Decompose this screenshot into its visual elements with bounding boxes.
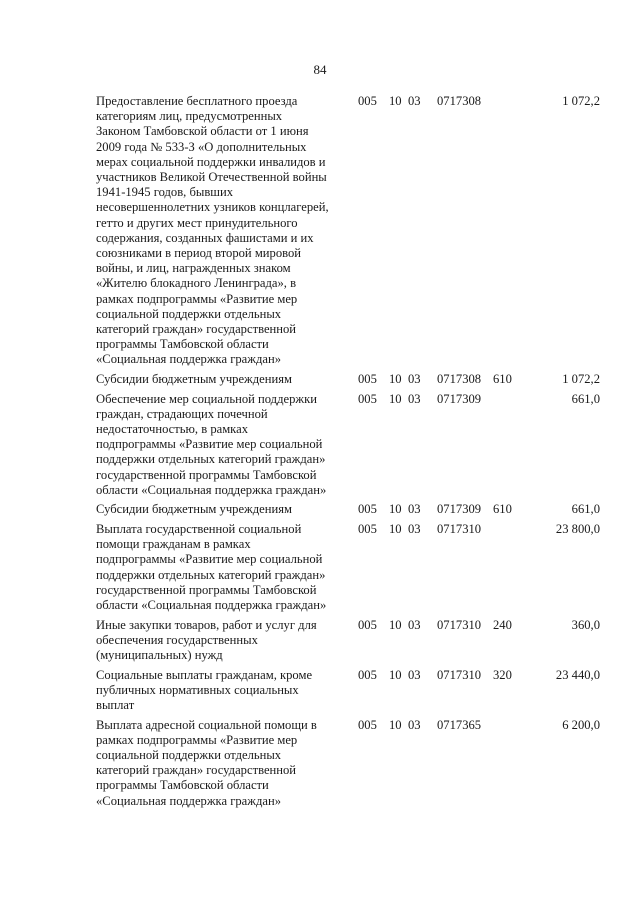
- table-row: [0, 718, 640, 814]
- section-code-cell: 10: [389, 502, 402, 517]
- description-line: публичных нормативных социальных: [96, 682, 299, 697]
- table-row: [0, 372, 640, 392]
- table-row: [0, 618, 640, 668]
- description-line: подпрограммы «Развитие мер социальной: [96, 552, 323, 567]
- description-line: Обеспечение мер социальной поддержки: [96, 391, 317, 406]
- description-line: области «Социальная поддержка граждан»: [96, 598, 327, 612]
- subsection-code-cell: 03: [408, 617, 421, 632]
- description-line: мерах социальной поддержки инвалидов и: [96, 154, 326, 169]
- description-line: 1941-1945 годов, бывших: [96, 185, 233, 200]
- section-code-cell: 10: [389, 94, 402, 108]
- row-description: [96, 372, 346, 387]
- ministry-code-cell: 005: [358, 521, 377, 536]
- description-line: программы Тамбовской области: [96, 778, 269, 793]
- expense-type-cell: 610: [493, 372, 512, 386]
- expense-type-cell: 240: [493, 617, 512, 632]
- section-code-cell: 10: [389, 372, 402, 386]
- table-row: [0, 502, 640, 522]
- description-line: Предоставление бесплатного проезда: [96, 94, 298, 108]
- description-line: государственной программы Тамбовской: [96, 467, 317, 482]
- row-description: [96, 668, 346, 714]
- target-article-cell: 0717308: [437, 372, 482, 386]
- description-line: государственной программы Тамбовской: [96, 582, 317, 597]
- ministry-code-cell: 005: [358, 372, 377, 386]
- amount-cell: 23 440,0: [555, 667, 600, 682]
- target-article-cell: 0717309: [437, 391, 482, 406]
- description-line: поддержки отдельных категорий граждан»: [96, 452, 326, 467]
- amount-cell: 661,0: [571, 391, 600, 406]
- description-line: «Социальная поддержка граждан»: [96, 352, 282, 367]
- description-line: граждан, страдающих почечной: [96, 406, 268, 421]
- description-line: Субсидии бюджетным учреждениям: [96, 502, 292, 517]
- amount-cell: 360,0: [571, 617, 600, 632]
- amount-cell: 6 200,0: [562, 717, 600, 732]
- expense-type-cell: 610: [493, 502, 512, 517]
- description-line: Законом Тамбовской области от 1 июня: [96, 124, 309, 139]
- description-line: помощи гражданам в рамках: [96, 537, 251, 552]
- description-line: несовершеннолетних узников концлагерей,: [96, 200, 329, 215]
- description-line: поддержки отдельных категорий граждан»: [96, 567, 326, 582]
- description-line: рамках подпрограммы «Развитие мер: [96, 732, 298, 747]
- row-description: [96, 618, 346, 664]
- description-line: Субсидии бюджетным учреждениям: [96, 372, 292, 386]
- target-article-cell: 0717308: [437, 94, 482, 108]
- section-code-cell: 10: [389, 717, 402, 732]
- page-number: 84: [313, 62, 327, 77]
- expense-type-cell: 320: [493, 667, 512, 682]
- description-line: участников Великой Отечественной войны: [96, 170, 327, 185]
- subsection-code-cell: 03: [408, 502, 421, 517]
- target-article-cell: 0717309: [437, 502, 482, 517]
- description-line: социальной поддержки отдельных: [96, 747, 282, 762]
- description-line: обеспечения государственных: [96, 632, 258, 647]
- description-line: 2009 года № 533-З «О дополнительных: [96, 139, 307, 154]
- description-line: Выплата государственной социальной: [96, 521, 302, 536]
- table-row: [0, 94, 640, 372]
- table-row: [0, 668, 640, 718]
- section-code-cell: 10: [389, 391, 402, 406]
- subsection-code-cell: 03: [408, 391, 421, 406]
- subsection-code-cell: 03: [408, 372, 421, 386]
- description-line: войны, и лиц, награжденных знаком: [96, 261, 291, 276]
- section-code-cell: 10: [389, 617, 402, 632]
- description-line: союзниками в период второй мировой: [96, 246, 302, 261]
- description-line: социальной поддержки отдельных: [96, 306, 282, 321]
- amount-cell: 1 072,2: [562, 94, 600, 108]
- description-line: Выплата адресной социальной помощи в: [96, 717, 317, 732]
- description-line: категорий граждан» государственной: [96, 763, 297, 778]
- target-article-cell: 0717310: [437, 667, 482, 682]
- table-row: [0, 522, 640, 618]
- description-line: гетто и других мест принудительного: [96, 215, 298, 230]
- ministry-code-cell: 005: [358, 502, 377, 517]
- subsection-code-cell: 03: [408, 521, 421, 536]
- ministry-code-cell: 005: [358, 617, 377, 632]
- section-code-cell: 10: [389, 521, 402, 536]
- description-line: (муниципальных) нужд: [96, 647, 223, 662]
- row-description: [96, 392, 346, 498]
- ministry-code-cell: 005: [358, 94, 377, 108]
- description-line: «Социальная поддержка граждан»: [96, 793, 282, 808]
- description-line: области «Социальная поддержка граждан»: [96, 482, 327, 497]
- subsection-code-cell: 03: [408, 667, 421, 682]
- description-line: программы Тамбовской области: [96, 337, 269, 352]
- ministry-code-cell: 005: [358, 717, 377, 732]
- ministry-code-cell: 005: [358, 667, 377, 682]
- amount-cell: 661,0: [571, 502, 600, 517]
- amount-cell: 23 800,0: [555, 521, 600, 536]
- description-line: «Жителю блокадного Ленинграда», в: [96, 276, 297, 291]
- row-description: [96, 502, 346, 517]
- target-article-cell: 0717310: [437, 521, 482, 536]
- description-line: Иные закупки товаров, работ и услуг для: [96, 617, 317, 632]
- table-row: [0, 392, 640, 503]
- budget-table: [0, 94, 640, 813]
- ministry-code-cell: 005: [358, 391, 377, 406]
- description-line: категориям лиц, предусмотренных: [96, 109, 283, 124]
- description-line: выплат: [96, 697, 135, 712]
- row-description: [96, 718, 346, 809]
- row-description: [96, 94, 346, 368]
- section-code-cell: 10: [389, 667, 402, 682]
- description-line: рамках подпрограммы «Развитие мер: [96, 291, 298, 306]
- target-article-cell: 0717365: [437, 717, 482, 732]
- row-description: [96, 522, 346, 613]
- description-line: подпрограммы «Развитие мер социальной: [96, 437, 323, 452]
- description-line: недостаточностью, в рамках: [96, 422, 248, 436]
- subsection-code-cell: 03: [408, 717, 421, 732]
- description-line: категорий граждан» государственной: [96, 322, 297, 337]
- description-line: содержания, созданных фашистами и их: [96, 230, 314, 245]
- description-line: Социальные выплаты гражданам, кроме: [96, 667, 313, 682]
- amount-cell: 1 072,2: [562, 372, 600, 386]
- subsection-code-cell: 03: [408, 94, 421, 108]
- target-article-cell: 0717310: [437, 617, 482, 632]
